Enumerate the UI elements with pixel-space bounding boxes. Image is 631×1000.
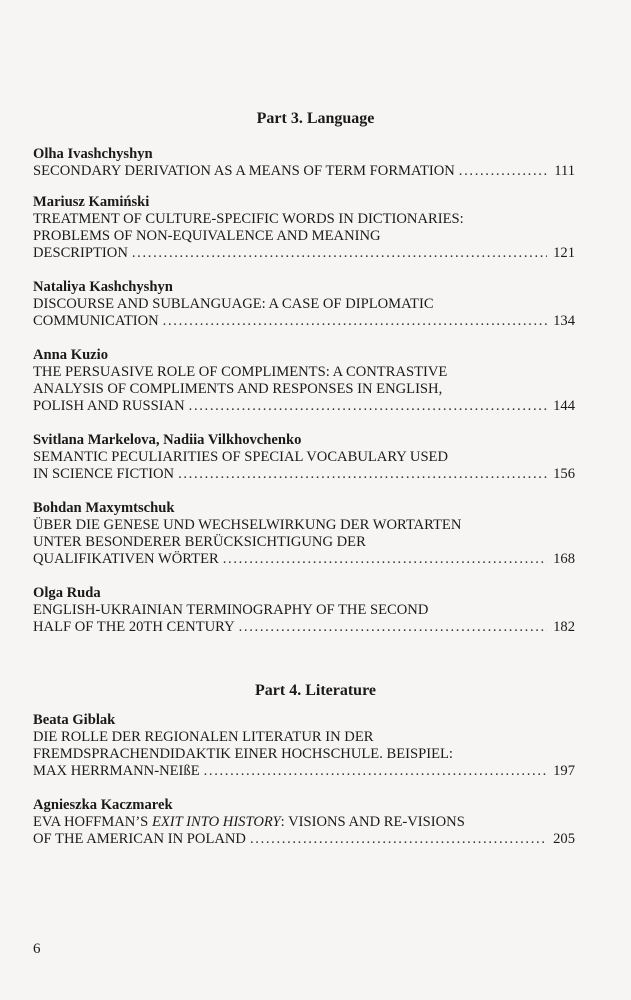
entry-title-line: TREATMENT OF CULTURE-SPECIFIC WORDS IN DICTIONARIES: [33,211,464,227]
entry-author: Beata Giblak [33,712,116,728]
toc-entry [33,712,575,780]
entry-title-last-line [33,466,575,483]
leader-dots [163,313,547,330]
entry-title-last-line [33,398,575,415]
entry-page-number: 121 [553,245,575,261]
entry-title-line: ÜBER DIE GENESE UND WECHSELWIRKUNG DER WORTARTEN [33,517,462,533]
entry-page-number: 182 [553,619,575,635]
entry-title-last-line [33,619,575,636]
entry-title-line: ENGLISH-UKRAINIAN TERMINOGRAPHY OF THE SECOND [33,602,429,618]
entry-page-number: 156 [553,466,575,482]
entry-title-text: SECONDARY DERIVATION AS A MEANS OF TERM FORMATION [33,163,455,179]
entry-title-last-line [33,551,575,568]
entry-author: Bohdan Maxymtschuk [33,500,175,516]
leader-dots [459,163,547,180]
toc-entry [33,146,575,180]
entry-title-line: ANALYSIS OF COMPLIMENTS AND RESPONSES IN ENGLISH, [33,381,443,397]
entry-title-text: DESCRIPTION [33,245,128,261]
leader-dots [250,831,547,848]
entry-page-number: 144 [553,398,575,414]
entry-author: Anna Kuzio [33,347,109,363]
entry-title-line: SEMANTIC PECULIARITIES OF SPECIAL VOCABULARY USED [33,449,449,465]
entry-title-last-line [33,763,575,780]
toc-entry [33,797,575,848]
leader-dots [178,466,547,483]
entry-title-text: QUALIFIKATIVEN WÖRTER [33,551,219,567]
entry-author: Olga Ruda [33,585,101,601]
entry-title-last-line [33,831,575,848]
entry-title-line: DISCOURSE AND SUBLANGUAGE: A CASE OF DIPLOMATIC [33,296,434,312]
entry-title-line: PROBLEMS OF NON-EQUIVALENCE AND MEANING [33,228,381,244]
entry-title-line: EVA HOFFMAN’S EXIT INTO HISTORY: VISIONS AND RE-VISIONS [33,814,465,830]
entry-title-line: FREMDSPRACHENDIDAKTIK EINER HOCHSCHULE. BEISPIEL: [33,746,453,762]
entry-title-text: COMMUNICATION [33,313,159,329]
toc-entry [33,194,575,262]
part-4-heading: Part 4. Literature [255,682,376,699]
toc-entry [33,585,575,636]
leader-dots [132,245,547,262]
entry-author: Agnieszka Kaczmarek [33,797,173,813]
entry-title-last-line [33,163,575,180]
entry-page-number: 111 [554,163,575,179]
page-number: 6 [33,941,41,957]
entry-title-text: HALF OF THE 20TH CENTURY [33,619,235,635]
entry-title-text: MAX HERRMANN-NEIßE [33,763,200,779]
entry-page-number: 134 [553,313,575,329]
entry-author: Nataliya Kashchyshyn [33,279,173,295]
entry-title-last-line [33,313,575,330]
leader-dots [204,763,547,780]
entry-page-number: 205 [553,831,575,847]
entry-title-text: IN SCIENCE FICTION [33,466,175,482]
entry-title-line: UNTER BESONDERER BERÜCKSICHTIGUNG DER [33,534,366,550]
entry-page-number: 197 [553,763,575,779]
toc-entry [33,432,575,483]
toc-entry [33,279,575,330]
entry-author: Svitlana Markelova, Nadiia Vilkhovchenko [33,432,302,448]
entry-author: Mariusz Kamiński [33,194,150,210]
part-3-heading: Part 3. Language [256,110,375,127]
entry-title-text: POLISH AND RUSSIAN [33,398,185,414]
entry-title-last-line [33,245,575,262]
entry-page-number: 168 [553,551,575,567]
leader-dots [223,551,547,568]
entry-author: Olha Ivashchyshyn [33,146,153,162]
toc-entry [33,500,575,568]
entry-title-line: DIE ROLLE DER REGIONALEN LITERATUR IN DER [33,729,374,745]
toc-entry [33,347,575,415]
entry-title-text: OF THE AMERICAN IN POLAND [33,831,246,847]
entry-title-line: THE PERSUASIVE ROLE OF COMPLIMENTS: A CONTRASTIVE [33,364,448,380]
leader-dots [189,398,547,415]
leader-dots [239,619,547,636]
